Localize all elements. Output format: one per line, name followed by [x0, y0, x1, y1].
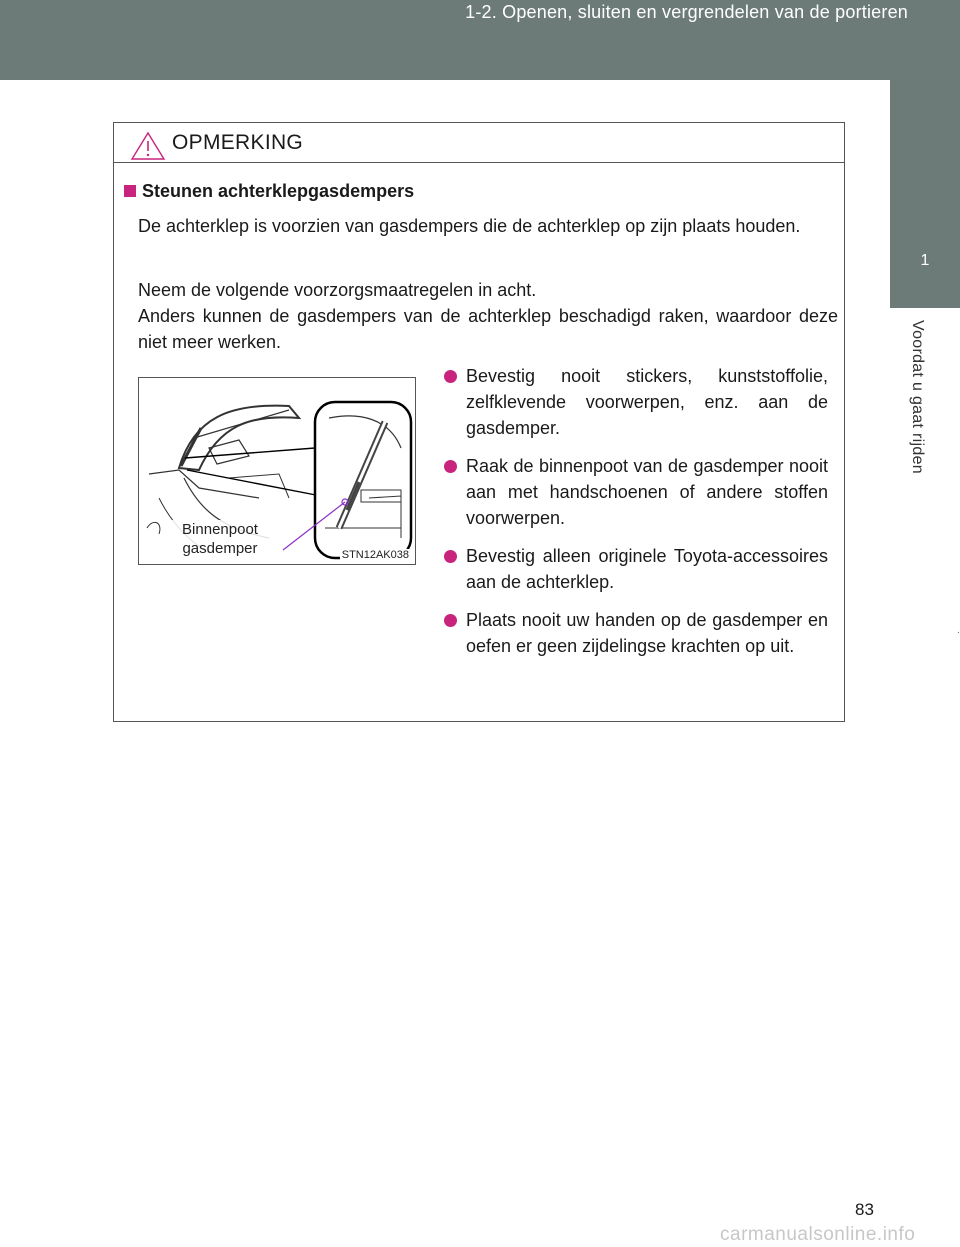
bullet-dot-icon — [444, 370, 457, 383]
bullet-dot-icon — [444, 460, 457, 473]
list-item-text: Bevestig alleen originele Toyota-accessoires aan de achterklep. — [466, 546, 828, 592]
warning-triangle-icon — [130, 131, 166, 161]
chapter-label — [890, 320, 946, 520]
paragraph-precautions-line-2: Anders kunnen de gasdempers van de achterklep beschadigd raken, waardoor deze niet meer werken. — [138, 306, 838, 352]
section-heading — [124, 181, 414, 202]
notice-header — [114, 123, 844, 163]
paragraph-precautions-line-1: Neem de volgende voorzorgsmaatregelen in acht. — [138, 280, 537, 300]
list-item — [436, 543, 828, 595]
chapter-label-text: Voordat u gaat rijden — [909, 320, 926, 474]
bullet-dot-icon — [444, 614, 457, 627]
figure-label — [161, 520, 279, 558]
watermark: carmanualsonline.info — [720, 1224, 916, 1245]
figure-code: STN12AK038 — [341, 549, 409, 561]
chapter-tab — [890, 80, 960, 308]
page-number: 83 — [855, 1200, 874, 1219]
precaution-list — [436, 363, 828, 671]
list-item — [436, 363, 828, 441]
gas-damper-illustration — [138, 377, 416, 565]
list-item — [436, 453, 828, 531]
figure-label-line-2: gasdemper — [182, 540, 258, 557]
chapter-number: 1 — [920, 252, 930, 269]
edge-mark: . — [957, 625, 960, 636]
list-item — [436, 607, 828, 659]
list-item-text: Raak de binnenpoot van de gasdemper nooit aan met handschoenen of andere stoffen voorwerpen. — [466, 456, 828, 528]
paragraph-precautions — [138, 277, 838, 355]
square-bullet-icon — [124, 185, 136, 197]
list-item-text: Bevestig nooit stickers, kunststoffolie, zelfklevende voorwerpen, enz. aan de gasdemper. — [466, 366, 828, 438]
figure-label-line-1: Binnenpoot — [182, 521, 258, 538]
bullet-dot-icon — [444, 550, 457, 563]
header-title: 1-2. Openen, sluiten en vergrendelen van de portieren — [465, 2, 908, 22]
header-band — [0, 0, 960, 80]
notice-box — [113, 122, 845, 722]
notice-title: OPMERKING — [172, 131, 304, 154]
list-item-text: Plaats nooit uw handen op de gasdemper en oefen er geen zijdelingse krachten op uit. — [466, 610, 828, 656]
paragraph-intro: De achterklep is voorzien van gasdempers die de achterklep op zijn plaats houden. — [138, 216, 801, 236]
section-heading-text: Steunen achterklepgasdempers — [142, 181, 415, 201]
